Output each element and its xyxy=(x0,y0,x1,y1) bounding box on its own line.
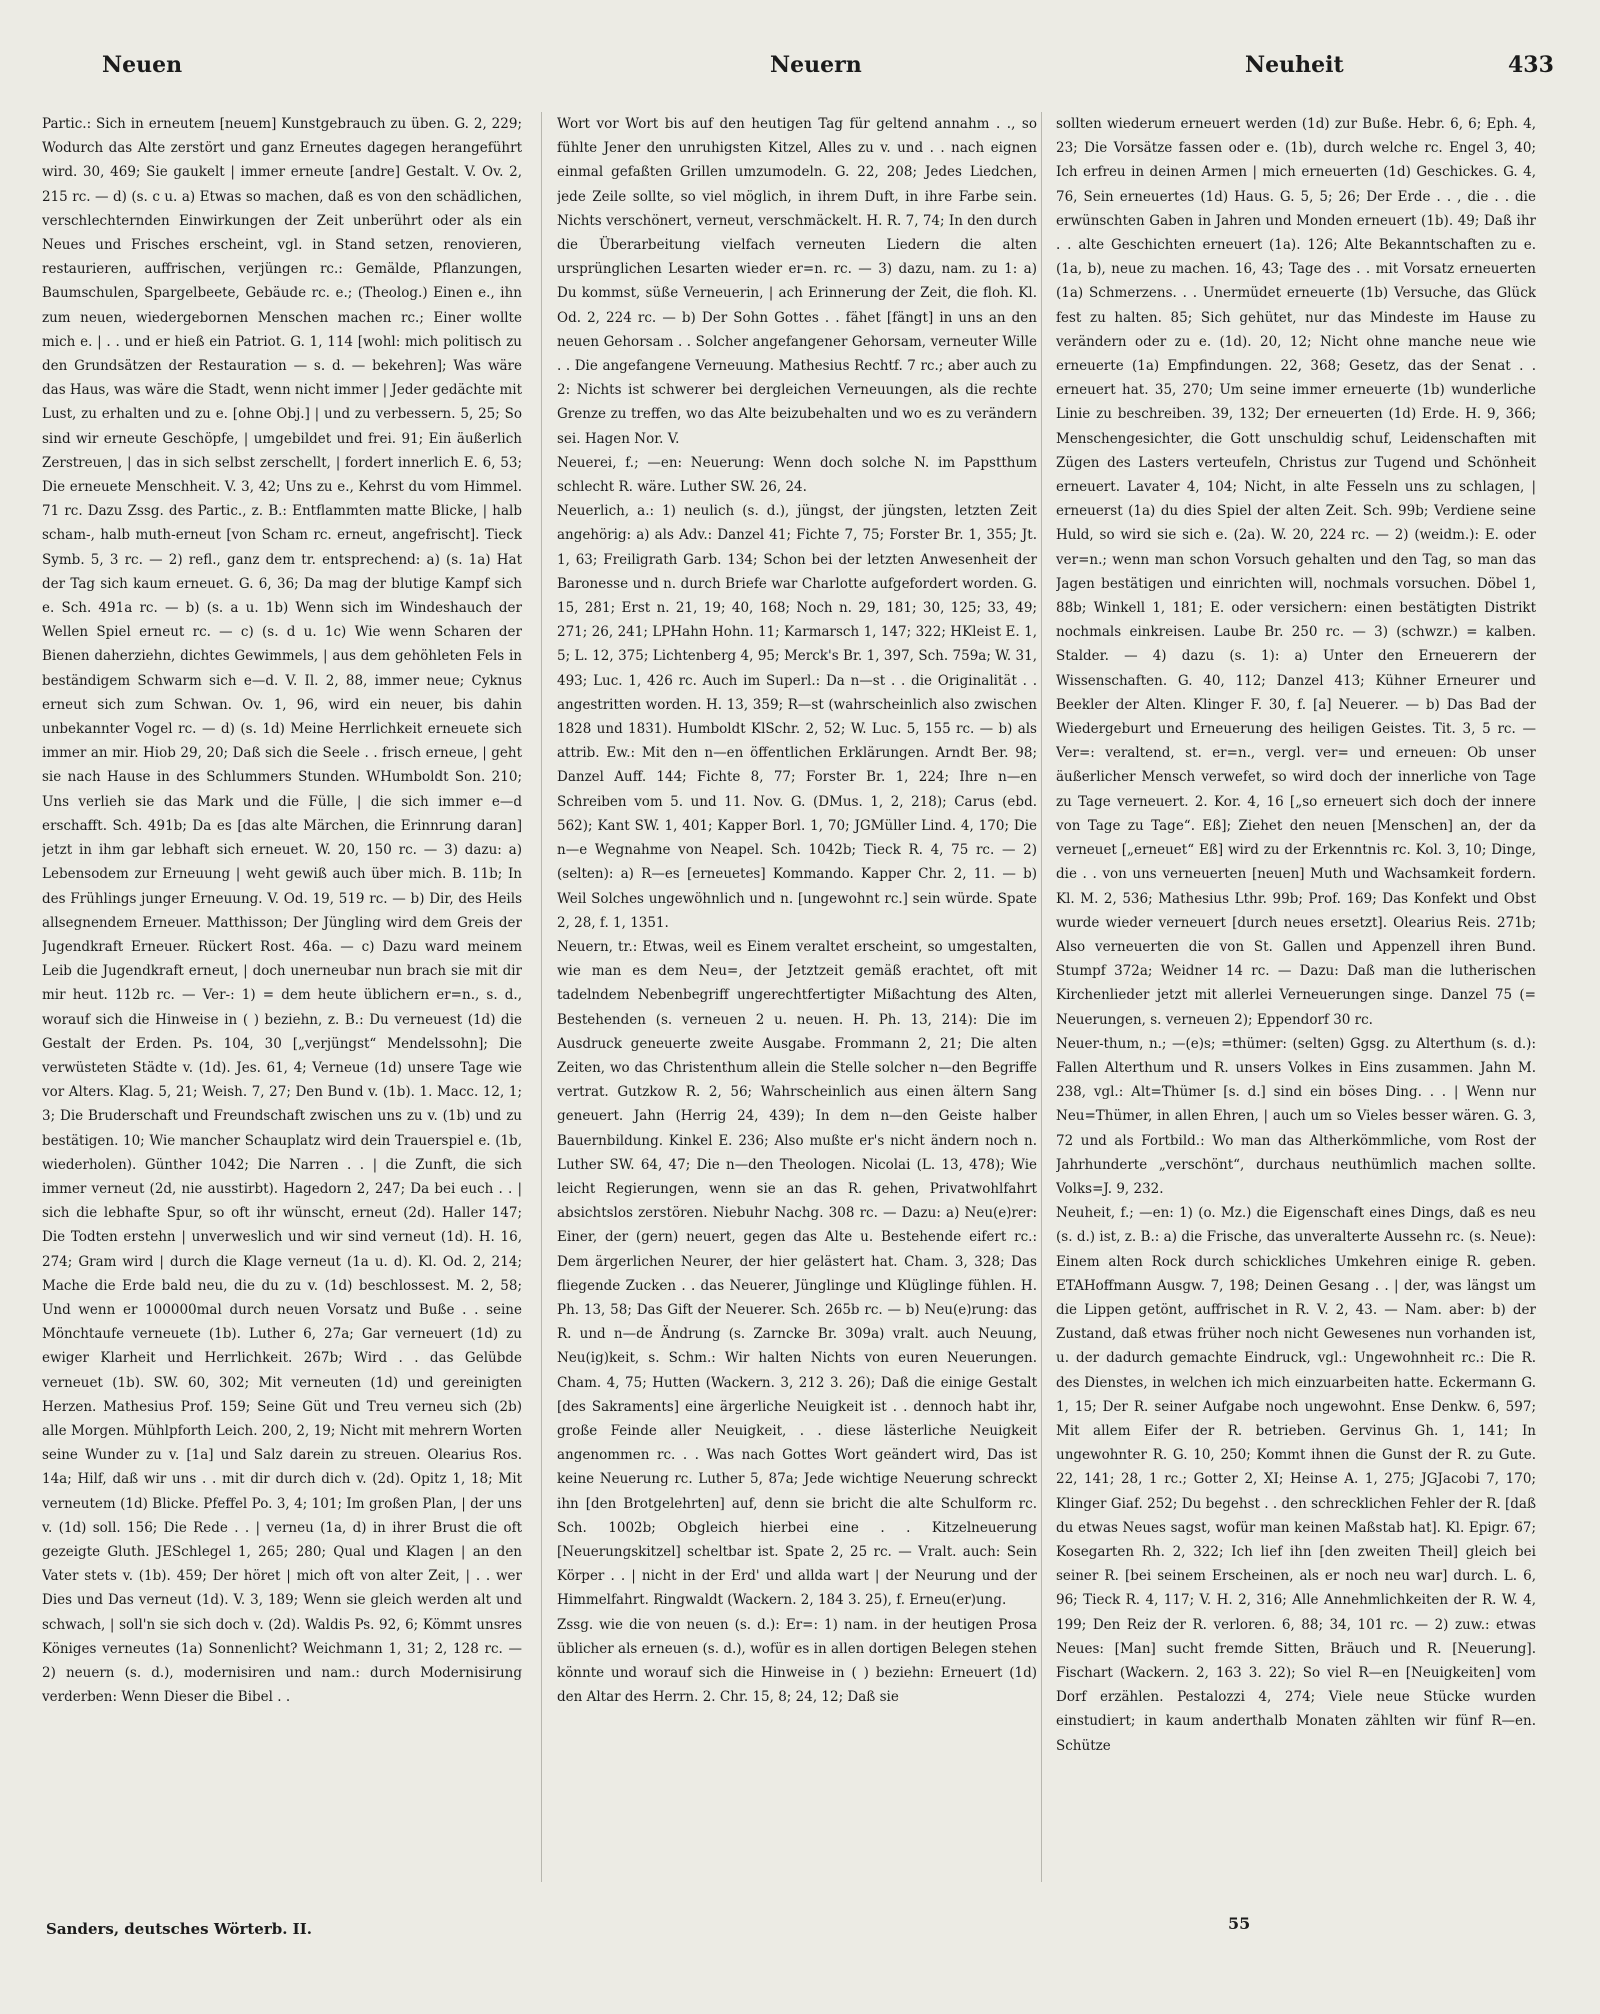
entry-neuerlich: Neuerlich, a.: 1) neulich (s. d.), jüngst, der jüngsten, letzten Zeit angehörig: a) als Adv.: Danzel 41; Fichte 7, 75; Forster Br. 1, 355; Jt. 1, 63; Freiligrath Garb. 134; Schon bei der letzten Anwesenheit der Baronesse und n. durch Briefe war Charlotte aufgefordert worden. G. 15, 281; Erst n. 21, 19; 40, 168; Noch n. 29, 181; 30, 125; 33, 49; 271; 26, 241; LPHahn Hohn. 11; Karmarsch 1, 147; 322; HKleist E. 1, 5; L. 12, 375; Lichtenberg 4, 95; Merck's Br. 1, 397, Sch. 759a; W. 31, 493; Luc. 1, 426 rc. Auch im Superl.: Da n—st . . die Originalität . . angestritten worden. H. 13, 359; R—st (wahrscheinlich also zwischen 1828 und 1831). Humboldt KlSchr. 2, 52; W. Luc. 5, 155 rc. — b) als attrib. Ew.: Mit den n—en öffentlichen Erklärungen. Arndt Ber. 98; Danzel Auff. 144; Fichte 8, 77; Forster Br. 1, 224; Ihre n—en Schreiben vom 5. und 11. Nov. G. (DMus. 1, 2, 218); Carus (ebd. 562); Kant SW. 1, 401; Kapper Borl. 1, 70; JGMüller Lind. 4, 170; Die n—e Wegnahme von Neapel. Sch. 1042b; Tieck R. 4, 75 rc. — 2) (selten): a) R—es [erneuetes] Kommando. Kapper Chr. 2, 11. — b) Weil Solches ungewöhnlich und n. [ungewohnt rc.] sein würde. Spate 2, 28, f. 1, 1351. xyxy=(557,503,1037,931)
entry-neuheit: Neuheit, f.; —en: 1) (o. Mz.) die Eigenschaft eines Dings, daß es neu (s. d.) ist, z. B.: a) die Frische, das unveralterte Aussehn rc. (s. Neue): Einem alten Rock durch schickliches Umkehren einige R. geben. ETAHoffmann Ausgw. 7, 198; Deinen Gesang . . | der, was längst um die Lippen getönt, auffrischet in R. V. 2, 43. — Nam. aber: b) der Zustand, daß etwas früher noch nicht Gewesenes nun vorhanden ist, u. der dadurch gemachte Eindruck, vgl.: Ungewohnheit rc.: Die R. des Dienstes, in welchen ich mich einzuarbeiten hatte. Eckermann G. 1, 15; Der R. seiner Aufgabe noch ungewohnt. Ense Denkw. 6, 597; Mit allem Eifer der R. betrieben. Gervinus Gh. 1, 141; In ungewohnter R. G. 10, 250; Kommt ihnen die Gunst der R. zu Gute. 22, 141; 28, 1 rc.; Gotter 2, XI; Heinse A. 1, 275; JGJacobi 7, 170; Klinger Giaf. 252; Du begehst . . den schrecklichen Fehler der R. [daß du etwas Neues sagst, wofür man keinen Maßstab hat]. Kl. Epigr. 67; Kosegarten Rh. 2, 322; Ich lief ihn [den zweiten Theil] gleich bei seiner R. [bei seinem Erscheinen, als er noch neu war] durch. L. 6, 96; Tieck R. 4, 117; V. H. 2, 316; Alle Annehmlichkeiten der R. W. 4, 199; Den Reiz der R. verloren. 6, 88; 34, 101 rc. — 2) zuw.: etwas Neues: [Man] sucht fremde Sitten, Bräuch und R. [Neuerung]. Fischart (Wackern. 2, 163 3. 22); So viel R—en [Neuigkeiten] vom Dorf erzählen. Pestalozzi 4, 274; Viele neue Stücke wurden einstudiert; in kaum anderthalb Monaten zählten wir fünf R—en. Schütze xyxy=(1056,1205,1536,1754)
entry-continuation: Wort vor Wort bis auf den heutigen Tag für geltend annahm . ., so fühlte Jener den unruhigsten Kitzel, Alles zu v. und . . nach eignen einmal gefaßten Grillen umzumodeln. G. 22, 208; Jedes Liedchen, jede Zeile sollte, so viel möglich, in ihrem Duft, in ihre Farbe sein. Nichts verschönert, verneut, verschmäckelt. H. R. 7, 74; In den durch die Überarbeitung vielfach verneuten Liedern die alten ursprünglichen Lesarten wieder er=n. rc. — 3) dazu, nam. zu 1: a) Du kommst, süße Verneuerin, | ach Erinnerung der Zeit, die floh. Kl. Od. 2, 224 rc. — b) Der Sohn Gottes . . fähet [fängt] in uns an den neuen Gehorsam . . Solcher angefangener Gehorsam, verneuter Wille . . Die angefangene Verneuung. Mathesius Rechtf. 7 rc.; aber auch zu 2: Nichts ist schwerer bei dergleichen Verneuungen, als die rechte Grenze zu treffen, wo das Alte beizubehalten und wo es zu verändern sei. Hagen Nor. V. xyxy=(557,116,1037,447)
text-column-2 xyxy=(557,112,1037,1880)
page-header xyxy=(40,52,1570,92)
header-right-catchword: Neuheit xyxy=(1245,52,1344,78)
text-column-1 xyxy=(42,112,522,1880)
entry-neuern-compounds: Zssg. wie die von neuen (s. d.): Er=: 1) nam. in der heutigen Prosa üblicher als erneuen (s. d.), wofür es in allen dortigen Belegen stehen könnte und worauf sich die Hinweise in ( ) beziehn: Erneuert (1d) den Altar des Herrn. 2. Chr. 15, 8; 24, 12; Daß sie xyxy=(557,1616,1037,1706)
page-number: 433 xyxy=(1508,52,1554,78)
column-divider xyxy=(1041,112,1042,1882)
column-divider xyxy=(541,112,542,1882)
text-column-3 xyxy=(1056,112,1536,1852)
header-center-catchword: Neuern xyxy=(770,52,862,78)
entry-continuation: sollten wiederum erneuert werden (1d) zur Buße. Hebr. 6, 6; Eph. 4, 23; Die Vorsätze fassen oder e. (1b), durch welche rc. Engel 3, 40; Ich erfreu in deinen Armen | mich erneuerten (1d) Geschickes. G. 4, 76, Sein erneuertes (1d) Haus. G. 5, 5; 26; Der Erde . . , die . . die erwünschten Gaben in Jahren und Monden erneuert (1b). 49; Daß ihr . . alte Geschichten erneuert (1a). 126; Alte Bekanntschaften zu e. (1a, b), neue zu machen. 16, 43; Tage des . . mit Vorsatz erneuerten (1a) Schmerzens. . . Unermüdet erneuerte (1b) Versuche, das Glück fest zu halten. 85; Sich gehütet, nur das Mindeste im Hause zu verändern oder zu e. (1d). 20, 12; Nicht ohne manche neue wie erneuerte (1a) Empfindungen. 22, 368; Gesetz, das der Senat . . erneuert hat. 35, 270; Um seine immer erneuerte (1b) wunderliche Linie zu beschreiben. 39, 132; Der erneuerten (1d) Erde. H. 9, 366; Menschengesichter, die Gott unschuldig schuf, Leidenschaften mit Zügen des Lasters verteufeln, Christus zur Tugend und Schönheit erneuert. Lavater 4, 104; Nicht, in alte Fesseln uns zu schlagen, | erneuerst (1a) du dies Spiel der alten Zeit. Sch. 99b; Verdiene seine Huld, so wird sie sich e. (2a). W. 20, 224 rc. — 2) (weidm.): E. oder ver=n.; wenn man schon Vorsuch gehalten und den Tag, so man das Jagen bestätigen und einrichten will, nochmals vorsuchen. Döbel 1, 88b; Winkell 1, 181; E. oder versichern: einen bestätigten Distrikt nochmals einkreisen. Laube Br. 250 rc. — 3) (schwzr.) = kalben. Stalder. — 4) dazu (s. 1): a) Unter den Erneuerern der Wissenschaften. G. 40, 112; Danzel 413; Kühner Erneurer und Beekler der Alten. Klinger F. 30, f. [a] Neuerer. — b) Das Bad der Wiedergeburt und Erneuerung des heiligen Geistes. Tit. 3, 5 rc. — Ver=: veraltend, st. er=n., vergl. ver= und erneuen: Ob unser äußerlicher Mensch verwefet, so wird doch der innerliche von Tage zu Tage verneuert. 2. Kor. 4, 16 [„so erneuert sich doch der innere von Tage zu Tage“. Eß]; Ziehet den neuen [Menschen] an, der da verneuet [„erneuet“ Eß] wird zu der Erkenntnis rc. Kol. 3, 10; Dinge, die . . von uns verneuerten [neuen] Muth und Wachsamkeit fordern. Kl. M. 2, 536; Mathesius Lthr. 99b; Prof. 169; Das Konfekt und Obst wurde wieder verneuert [durch neues ersetzt]. Olearius Reis. 271b; Also verneuerten die von St. Gallen und Appenzell ihren Bund. Stumpf 372a; Weidner 14 rc. — Dazu: Daß man die lutherischen Kirchenlieder jetzt mit allerlei Verneuerungen singe. Danzel 75 (= Neuerungen, s. verneuen 2); Eppendorf 30 rc. xyxy=(1056,116,1536,1028)
footer-source: Sanders, deutsches Wörterb. II. xyxy=(46,1920,312,1938)
entry-neuerei: Neuerei, f.; —en: Neuerung: Wenn doch solche N. im Papstthum schlecht R. wäre. Luther SW. 26, 24. xyxy=(557,454,1037,496)
entry-continuation: Partic.: Sich in erneutem [neuem] Kunstgebrauch zu üben. G. 2, 229; Wodurch das Alte zerstört und ganz Erneutes dagegen herangeführt wird. 30, 469; Sie gaukelt | immer erneute [andre] Gestalt. V. Ov. 2, 215 rc. — d) (s. c u. a) Etwas so machen, daß es von den schädlichen, verschlechternden Einwirkungen der Zeit unberührt oder als ein Neues und Frisches erscheint, vgl. in Stand setzen, renovieren, restaurieren, auffrischen, verjüngen rc.: Gemälde, Pflanzungen, Baumschulen, Spargelbeete, Gebäude rc. e.; (Theolog.) Einen e., ihn zum neuen, wiedergebornen Menschen machen rc.; Einer wollte mich e. | . . und er hieß ein Patriot. G. 1, 114 [wohl: mich politisch zu den Grundsätzen der Restauration — s. d. — bekehren]; Was wäre das Haus, was wäre die Stadt, wenn nicht immer | Jeder gedächte mit Lust, zu erhalten und zu e. [ohne Obj.] | und zu verbessern. 5, 25; So sind wir erneute Geschöpfe, | umgebildet und frei. 91; Ein äußerlich Zerstreuen, | das in sich selbst zerschellt, | fordert innerlich E. 6, 53; Die erneuete Menschheit. V. 3, 42; Uns zu e., Kehrst du vom Himmel. 71 rc. Dazu Zssg. des Partic., z. B.: Entflammten matte Blicke, | halb scham-, halb muth-erneut [von Scham rc. erneut, angefrischt]. Tieck Symb. 5, 3 rc. — 2) refl., ganz dem tr. entsprechend: a) (s. 1a) Hat der Tag sich kaum erneuet. G. 6, 36; Da mag der blutige Kampf sich e. Sch. 491a rc. — b) (s. a u. 1b) Wenn sich im Windeshauch der Wellen Spiel erneut rc. — c) (s. d u. 1c) Wie wenn Scharen der Bienen daherziehn, dichtes Gewimmels, | aus dem gehöhleten Fels in beständigem Schwarm sich e—d. V. Il. 2, 88, immer neue; Cyknus erneut sich zum Schwan. Ov. 1, 96, wird ein neuer, bis dahin unbekannter Vogel rc. — d) (s. 1d) Meine Herrlichkeit erneuete sich immer an mir. Hiob 29, 20; Daß sich die Seele . . frisch erneue, | geht sie nach Hause in des Schlummers Stunden. WHumboldt Son. 210; Uns verlieh sie das Mark und die Fülle, | die sich immer e—d erschafft. Sch. 491b; Da es [das alte Märchen, die Erinnrung daran] jetzt in ihm gar lebhaft sich erneuet. W. 20, 150 rc. — 3) dazu: a) Lebensodem zur Erneuung | weht gewiß auch über mich. B. 11b; In des Frühlings junger Erneuung. V. Od. 19, 519 rc. — b) Dir, des Heils allsegnendem Erneuer. Matthisson; Der Jüngling wird dem Greis der Jugendkraft Erneuer. Rückert Rost. 46a. — c) Dazu ward meinem Leib die Jugendkraft erneut, | doch unerneubar nun brach sie mit dir mir heut. 112b rc. — Ver-: 1) = dem heute üblichern er=n., s. d., worauf sich die Hinweise in ( ) beziehn, z. B.: Du verneuest (1d) die Gestalt der Erden. Ps. 104, 30 [„verjüngst“ Mendelssohn]; Die verwüsteten Städte v. (1d). Jes. 61, 4; Verneue (1d) unsere Tage wie vor Alters. Klag. 5, 21; Weish. 7, 27; Den Bund v. (1b). 1. Macc. 12, 1; 3; Die Bruderschaft und Freundschaft zwischen uns zu v. (1b) und zu bestätigen. 10; Wie mancher Schauplatz wird dein Trauerspiel e. (1b, wiederholen). Günther 1042; Die Narren . . | die Zunft, die sich immer verneut (2d, nie ausstirbt). Hagedorn 2, 247; Da bei euch . . | sich die lebhafte Spur, so oft ihr wünscht, erneut (2d). Haller 147; Die Todten erstehn | unverweslich und wir sind verneut (1d). H. 16, 274; Gram wird | durch die Klage verneut (1a u. d). Kl. Od. 2, 214; Mache die Erde bald neu, die du zu v. (1d) beschlossest. M. 2, 58; Und wenn er 100000mal durch neuen Vorsatz und Buße . . seine Mönchtaufe verneuete (1b). Luther 6, 27a; Gar verneuert (1d) zu ewiger Klarheit und Herrlichkeit. 267b; Wird . . das Gelübde verneuet (1b). SW. 60, 302; Mit verneuten (1d) und gereinigten Herzen. Mathesius Prof. 159; Seine Güt und Treu verneu sich (2b) alle Morgen. Mühlpforth Leich. 200, 2, 19; Nicht mit mehrern Worten seine Wunder zu v. [1a] und Salz darein zu streuen. Olearius Ros. 14a; Hilf, daß wir uns . . mit dir durch dich v. (2d). Opitz 1, 18; Mit verneutem (1d) Blicke. Pfeffel Po. 3, 4; 101; Im großen Plan, | der uns v. (1d) soll. 156; Die Rede . . | verneu (1a, d) in ihrer Brust die oft gezeigte Gluth. JESchlegel 1, 265; 280; Qual und Klagen | an den Vater stets v. (1b). 459; Der höret | mich oft von alter Zeit, | . . wer Dies und Das verneut (1d). V. 3, 189; Wenn sie gleich werden alt und schwach, | soll'n sie sich doch v. (2d). Waldis Ps. 92, 6; Kömmt unsres Königes verneutes (1a) Sonnenlicht? Weichmann 1, 31; 2, 128 rc. — 2) neuern (s. d.), modernisiren und nam.: durch Modernisirung verderben: Wenn Dieser die Bibel . . xyxy=(42,116,522,1706)
entry-neuerthum: Neuer-thum, n.; —(e)s; =thümer: (selten) Ggsg. zu Alterthum (s. d.): Fallen Alterthum und R. unsers Volkes in Eins zusammen. Jahn M. 238, vgl.: Alt=Thümer [s. d.] sind ein böses Ding. . . | Wenn nur Neu=Thümer, in allen Ehren, | auch um so Vieles besser wären. G. 3, 72 und als Fortbild.: Wo man das Altherkömmliche, vom Rost der Jahrhunderte „verschönt“, durchaus neuthümlich machen sollte. Volks=J. 9, 232. xyxy=(1056,1035,1536,1197)
header-left-catchword: Neuen xyxy=(102,52,183,78)
entry-neuern: Neuern, tr.: Etwas, weil es Einem veraltet erscheint, so umgestalten, wie man es dem Neu=, der Jetztzeit gemäß erachtet, oft mit tadelndem Nebenbegriff ungerechtfertigter Mißachtung des Alten, Bestehenden (s. verneuen 2 u. neuen. H. Ph. 13, 214): Die im Ausdruck geneuerte zweite Ausgabe. Frommann 2, 21; Die alten Zeiten, wo das Christenthum allein die Stelle solcher n—den Begriffe vertrat. Gutzkow R. 2, 56; Wahrscheinlich aus einen ältern Sang geneuert. Jahn (Herrig 24, 439); In dem n—den Geiste halber Bauernbildung. Kinkel E. 236; Also mußte er's nicht ändern noch n. Luther SW. 64, 47; Die n—den Theologen. Nicolai (L. 13, 478); Wie leicht Regierungen, wenn sie an das R. gehen, Privatwohlfahrt absichtslos zerstören. Niebuhr Nachg. 308 rc. — Dazu: a) Neu(e)rer: Einer, der (gern) neuert, gegen das Alte u. Bestehende eifert rc.: Dem ärgerlichen Neurer, der hier gelästert hat. Cham. 3, 328; Das fliegende Zucken . . das Neuerer, Jünglinge und Klüglinge fühlen. H. Ph. 13, 58; Das Gift der Neuerer. Sch. 265b rc. — b) Neu(e)rung: das R. und n—de Ändrung (s. Zarncke Br. 309a) vralt. auch Neuung, Neu(ig)keit, s. Schm.: Wir halten Nichts von euren Neuerungen. Cham. 4, 75; Hutten (Wackern. 3, 212 3. 26); Daß die einige Gestalt [des Sakraments] eine ärgerliche Neuigkeit ist . . dennoch habt ihr, große Feinde aller Neuigkeit, . . diese lästerliche Neuigkeit angenommen rc. . . Was nach Gottes Wort geändert wird, Das ist keine Neuerung rc. Luther 5, 87a; Jede wichtige Neuerung schreckt ihn [den Brotgelehrten] auf, denn sie bricht die alte Schulform rc. Sch. 1002b; Obgleich hierbei eine . . Kitzelneuerung [Neuerungskitzel] scheltbar ist. Spate 2, 25 rc. — Vralt. auch: Sein Körper . . | nicht in der Erd' und allda wart | der Neurung und der Himmelfahrt. Ringwaldt (Wackern. 2, 184 3. 25), f. Erneu(er)ung. xyxy=(557,938,1037,1609)
signature-mark: 55 xyxy=(1228,1914,1251,1933)
